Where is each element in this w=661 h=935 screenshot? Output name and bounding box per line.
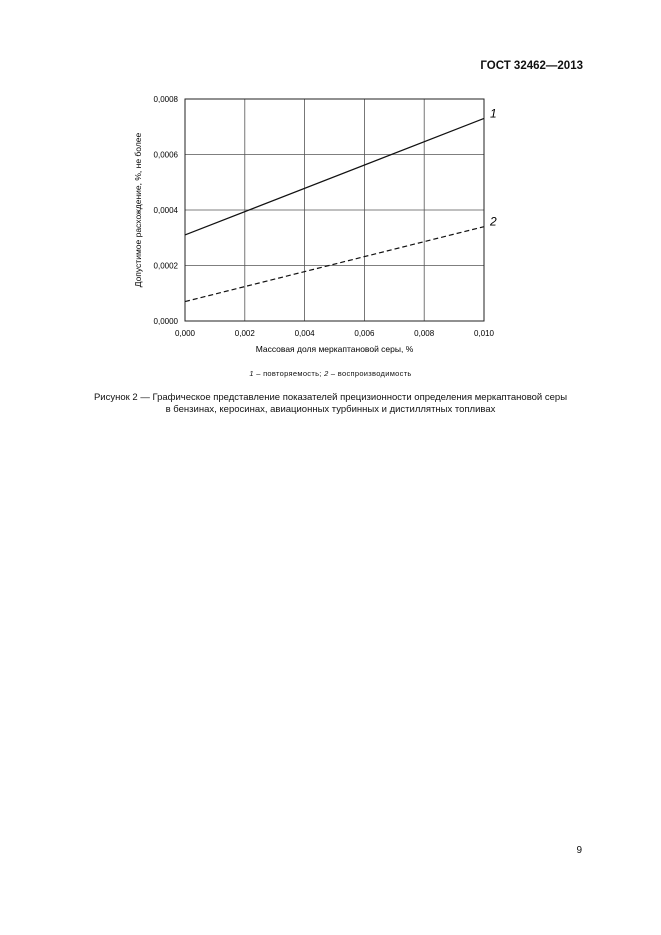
x-axis-label: Массовая доля меркаптановой серы, %: [255, 344, 414, 354]
tick-labels: [154, 95, 495, 338]
series-line-1: [185, 118, 484, 235]
chart-legend: [0, 369, 661, 378]
x-tick-label: 0,010: [473, 329, 495, 338]
series-label-2: 2: [490, 214, 497, 229]
grid-lines: [185, 99, 484, 321]
y-tick-label: 0,0004: [153, 206, 178, 215]
series-labels: [489, 106, 497, 228]
y-tick-label: 0,0002: [153, 261, 178, 271]
x-tick-label: 0,000: [174, 329, 196, 338]
x-tick-label: 0,004: [294, 329, 315, 338]
x-tick-label: 0,002: [234, 329, 255, 338]
legend-text-1: – повторяемость;: [253, 369, 325, 378]
series-line-2: [185, 227, 484, 302]
series-label-1: 1: [490, 106, 497, 121]
x-tick-label: 0,006: [354, 329, 375, 338]
y-tick-label: 0,0008: [153, 95, 178, 104]
y-tick-label: 0,0000: [153, 317, 178, 326]
figure-caption: [0, 392, 661, 416]
x-tick-label: 0,008: [414, 329, 435, 338]
y-tick-label: 0,0006: [153, 150, 178, 160]
precision-chart: [0, 0, 661, 360]
legend-text-2: – воспроизводимость: [328, 369, 412, 378]
legend-number-2: 2: [324, 369, 329, 378]
legend-number-1: 1: [249, 369, 254, 378]
standard-header: ГОСТ 32462—2013: [480, 60, 583, 72]
page-number: 9: [576, 845, 582, 856]
caption-line-1: Рисунок 2 — Графическое представление показателей прецизионности определения меркаптановой серы: [93, 392, 568, 403]
caption-line-2: в бензинах, керосинах, авиационных турбинных и дистиллятных топливах: [165, 404, 496, 415]
y-axis-label: Допустимое расхождение, %, не более: [133, 132, 143, 288]
